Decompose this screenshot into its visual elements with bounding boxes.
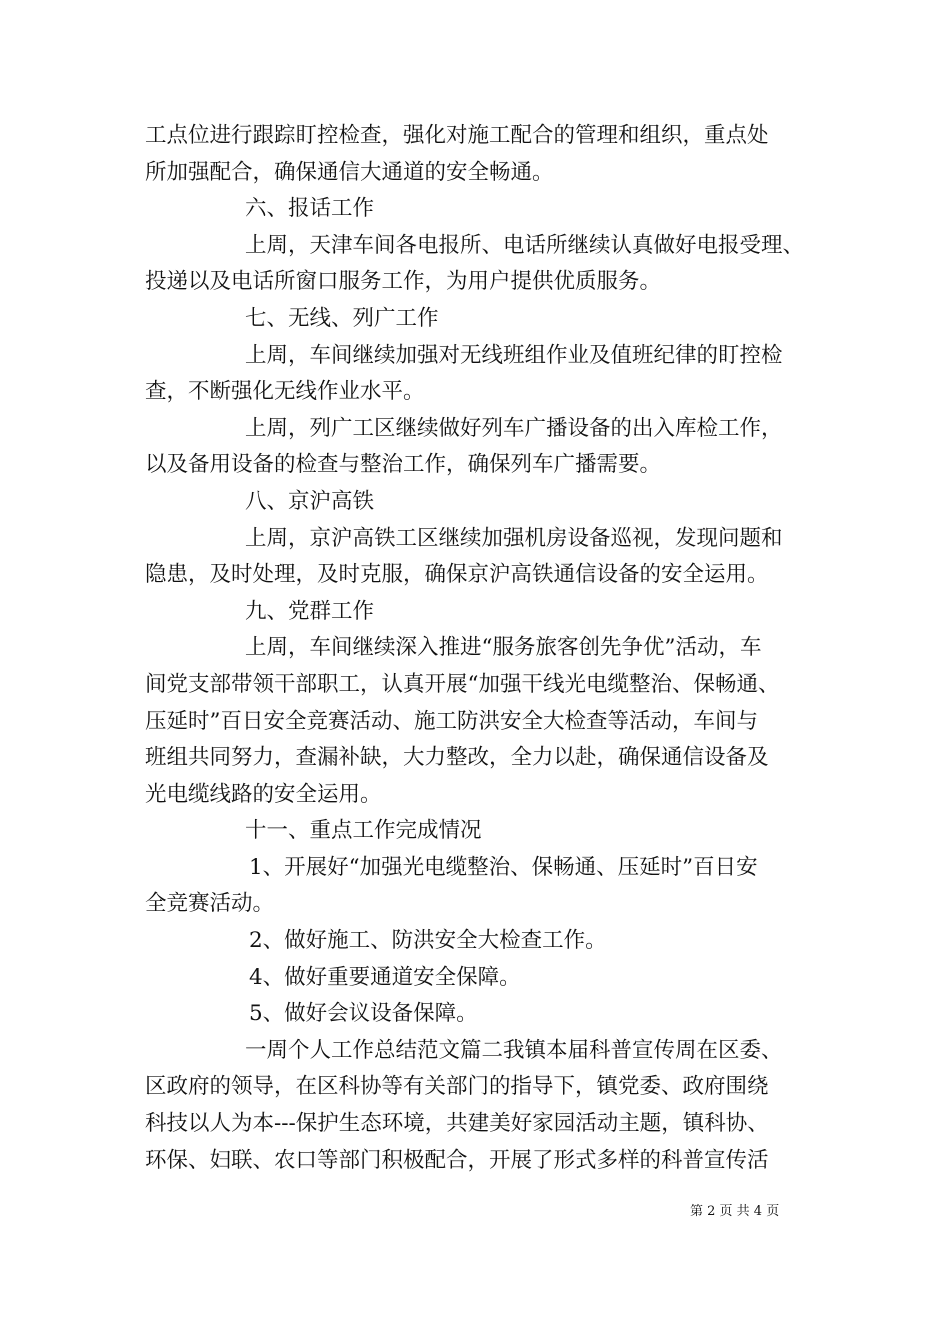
text-line: 间党支部带领干部职工，认真开展“加强干线光电缆整治、保畅通、 bbox=[145, 671, 780, 697]
text-line: 上周，车间继续加强对无线班组作业及值班纪律的盯控检 bbox=[245, 342, 783, 368]
list-item: 2、做好施工、防洪安全大检查工作。 bbox=[249, 928, 607, 954]
text-line: 光电缆线路的安全运用。 bbox=[145, 781, 382, 807]
text-line: 上周，列广工区继续做好列车广播设备的出入库检工作， bbox=[245, 415, 783, 441]
document-body bbox=[145, 118, 835, 1179]
list-item: 5、做好会议设备保障。 bbox=[249, 1001, 478, 1027]
section-heading: 六、报话工作 bbox=[245, 196, 375, 222]
text-line: 班组共同努力，查漏补缺，大力整改，全力以赴，确保通信设备及 bbox=[145, 745, 769, 771]
list-item: 1、开展好“加强光电缆整治、保畅通、压延时”百日安 bbox=[249, 854, 758, 880]
text-line: 工点位进行跟踪盯控检查，强化对施工配合的管理和组织，重点处 bbox=[145, 123, 769, 148]
section-heading: 八、京沪高铁 bbox=[245, 488, 375, 514]
text-line: 一周个人工作总结范文篇二我镇本届科普宣传周在区委、 bbox=[245, 1037, 783, 1063]
text-line: 查，不断强化无线作业水平。 bbox=[145, 379, 425, 405]
text-line: 全竞赛活动。 bbox=[145, 891, 275, 917]
section-heading: 七、无线、列广工作 bbox=[245, 305, 439, 331]
text-line: 环保、妇联、农口等部门积极配合，开展了形式多样的科普宣传活 bbox=[145, 1147, 769, 1173]
text-line: 上周，京沪高铁工区继续加强机房设备巡视，发现问题和 bbox=[245, 525, 783, 551]
text-line: 所加强配合，确保通信大通道的安全畅通。 bbox=[145, 159, 554, 185]
text-line: 上周，车间继续深入推进“服务旅客创先争优”活动，车 bbox=[245, 635, 762, 661]
text-line: 投递以及电话所窗口服务工作，为用户提供优质服务。 bbox=[145, 269, 662, 295]
text-line: 以及备用设备的检查与整治工作，确保列车广播需要。 bbox=[145, 452, 662, 478]
text-line: 区政府的领导，在区科协等有关部门的指导下，镇党委、政府围绕 bbox=[145, 1074, 769, 1100]
section-heading: 十一、重点工作完成情况 bbox=[245, 818, 482, 844]
page-number-footer: 第 2 页 共 4 页 bbox=[690, 1204, 780, 1219]
text-line: 压延时”百日安全竞赛活动、施工防洪安全大检查等活动，车间与 bbox=[145, 708, 758, 734]
text-line: 上周，天津车间各电报所、电话所继续认真做好电报受理、 bbox=[245, 232, 805, 258]
text-line: 科技以人为本---保护生态环境，共建美好家园活动主题，镇科协、 bbox=[145, 1111, 769, 1137]
text-line: 隐患，及时处理，及时克服，确保京沪高铁通信设备的安全运用。 bbox=[145, 562, 769, 588]
list-item: 4、做好重要通道安全保障。 bbox=[249, 964, 521, 990]
section-heading: 九、党群工作 bbox=[245, 598, 375, 624]
